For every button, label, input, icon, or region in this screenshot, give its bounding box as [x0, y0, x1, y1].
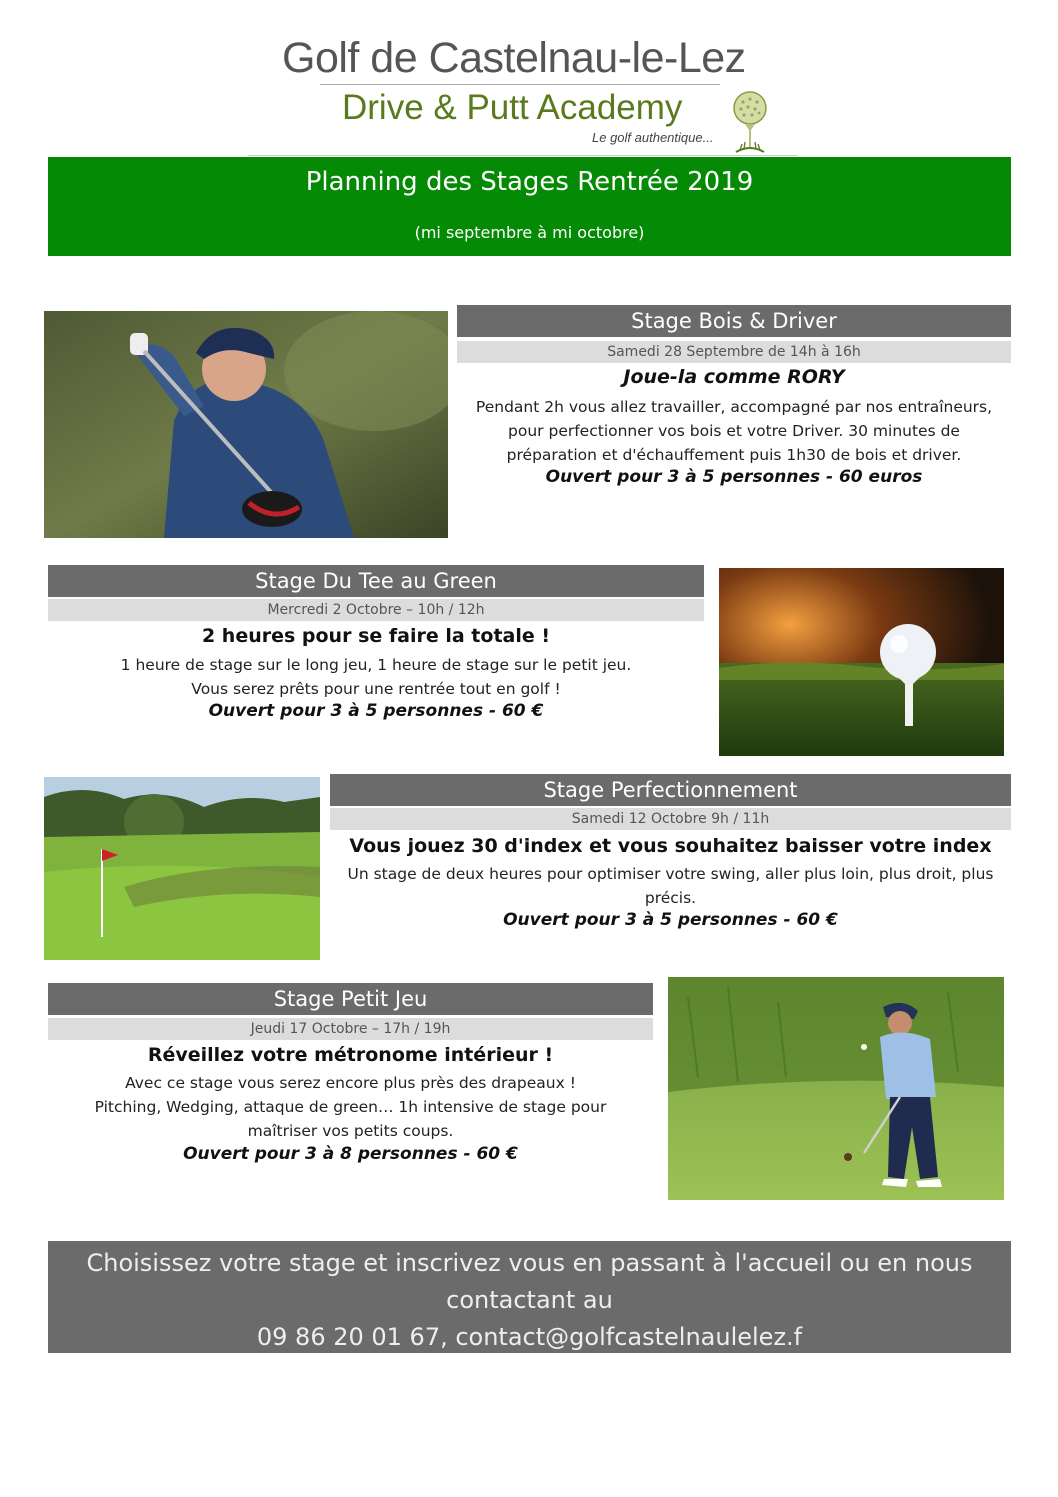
header-rule	[248, 155, 798, 156]
logo-title: Golf de Castelnau-le-Lez	[282, 34, 746, 82]
stage-price: Ouvert pour 3 à 8 personnes - 60 €	[183, 1144, 518, 1164]
stage-description	[48, 1071, 653, 1143]
description-line: 1 heure de stage sur le long jeu, 1 heure de stage sur le petit jeu.	[120, 656, 632, 674]
stage-description	[48, 653, 704, 701]
title-banner	[48, 157, 1011, 256]
description-line: Vous serez prêts pour une rentrée tout en golf !	[191, 680, 561, 698]
description-line: Pendant 2h vous allez travailler, accompagné par nos entraîneurs,	[475, 398, 993, 416]
logo	[270, 32, 800, 158]
golfer-chipping-photo	[668, 977, 1004, 1200]
logo-divider	[320, 84, 720, 85]
footer-contact[interactable]: 09 86 20 01 67, contact@golfcastelnaulelez.f	[256, 1323, 803, 1351]
stage-description	[457, 395, 1011, 467]
page-subtitle: (mi septembre à mi octobre)	[414, 223, 645, 242]
stage-title-bar: Stage Du Tee au Green	[48, 565, 704, 597]
stage-title-bar: Stage Petit Jeu	[48, 983, 653, 1015]
logo-subtitle: Drive & Putt Academy	[342, 88, 683, 127]
description-line: maîtriser vos petits coups.	[247, 1122, 454, 1140]
page-title: Planning des Stages Rentrée 2019	[305, 167, 754, 197]
golf-ball-on-tee-icon	[732, 90, 768, 156]
stage-date: Samedi 28 Septembre de 14h à 16h	[457, 341, 1011, 363]
footer-line: contactant au	[446, 1286, 613, 1314]
stage-price: Ouvert pour 3 à 5 personnes - 60 €	[503, 910, 838, 930]
description-line: pour perfectionner vos bois et votre Driver. 30 minutes de	[508, 422, 960, 440]
description-line: Avec ce stage vous serez encore plus près des drapeaux !	[125, 1074, 576, 1092]
stage-description	[330, 862, 1011, 910]
description-line: Un stage de deux heures pour optimiser votre swing, aller plus loin, plus droit, plus	[347, 865, 994, 883]
stage-headline: Vous jouez 30 d'index et vous souhaitez baisser votre index	[349, 835, 992, 857]
golf-ball-tee-photo	[719, 568, 1004, 756]
stage-headline: Réveillez votre métronome intérieur !	[147, 1044, 554, 1066]
golfer-driver-photo	[44, 311, 448, 538]
stage-price: Ouvert pour 3 à 5 personnes - 60 €	[208, 701, 544, 721]
stage-date: Mercredi 2 Octobre – 10h / 12h	[48, 599, 704, 621]
description-line: précis.	[644, 889, 697, 907]
stage-headline: Joue-la comme RORY	[623, 366, 845, 388]
footer-line: Choisissez votre stage et inscrivez vous en passant à l'accueil ou en nous	[86, 1249, 973, 1277]
golf-course-green-photo	[44, 777, 320, 960]
stage-price: Ouvert pour 3 à 5 personnes - 60 euros	[545, 467, 923, 487]
footer-contact-banner	[48, 1241, 1011, 1353]
logo-tagline: Le golf authentique...	[592, 130, 714, 145]
stage-date: Samedi 12 Octobre 9h / 11h	[330, 808, 1011, 830]
stage-title-bar: Stage Bois & Driver	[457, 305, 1011, 337]
description-line: préparation et d'échauffement puis 1h30 de bois et driver.	[506, 446, 962, 464]
description-line: Pitching, Wedging, attaque de green… 1h intensive de stage pour	[94, 1098, 607, 1116]
stage-title-bar: Stage Perfectionnement	[330, 774, 1011, 806]
stage-date: Jeudi 17 Octobre – 17h / 19h	[48, 1018, 653, 1040]
stage-headline: 2 heures pour se faire la totale !	[201, 625, 551, 647]
